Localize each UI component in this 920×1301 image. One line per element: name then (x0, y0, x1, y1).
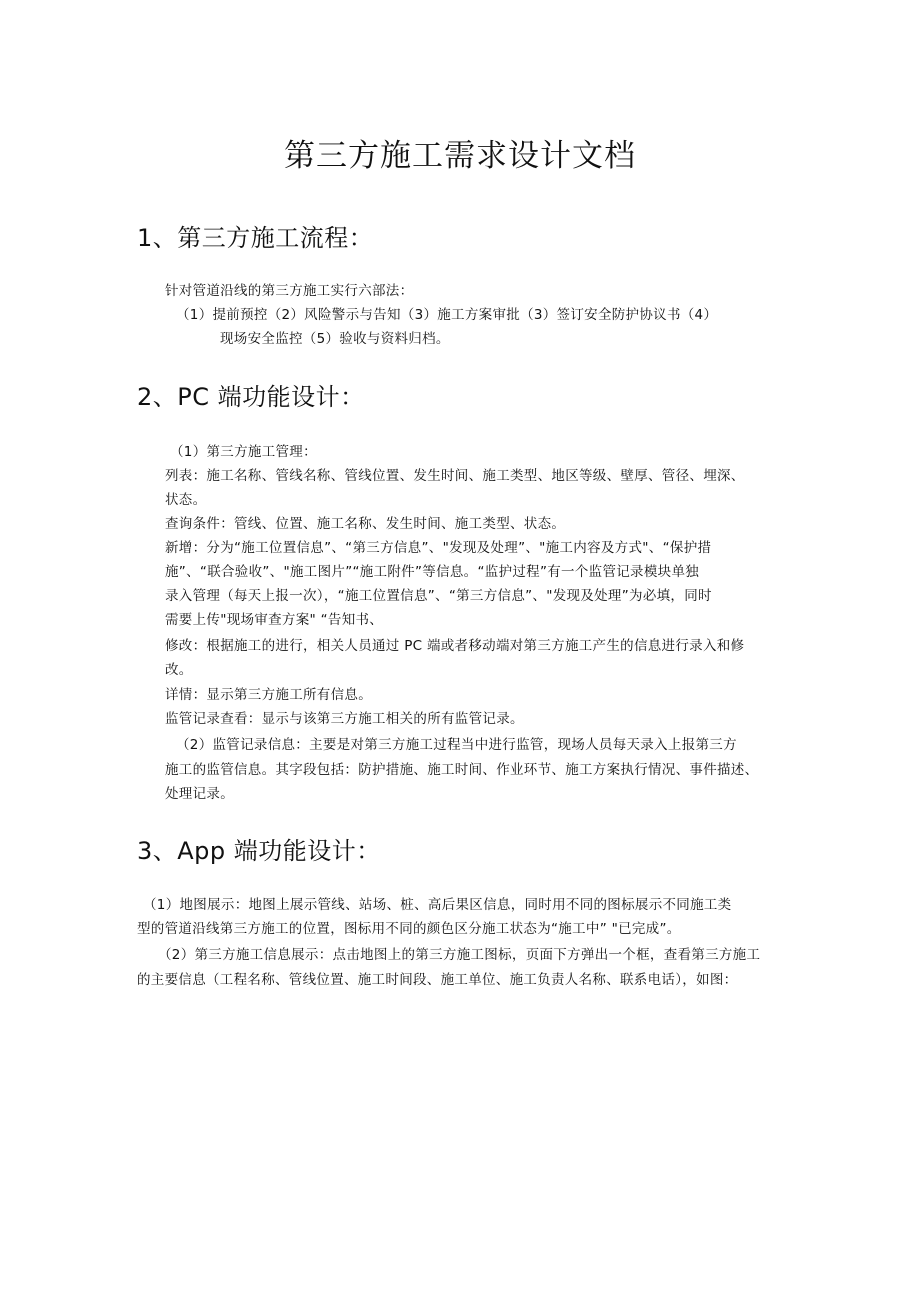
section-2-list-line-2: 状态。 (165, 492, 207, 508)
section-2-modify-line-1: 修改：根据施工的进行，相关人员通过 PC 端或者移动端对第三方施工产生的信息进行录入和修 (165, 638, 745, 654)
section-2-sub-1-heading: （1）第三方施工管理： (170, 444, 317, 460)
section-2-modify-line-2: 改。 (165, 662, 193, 678)
section-3-map-line-2: 型的管道沿线第三方施工的位置，图标用不同的颜色区分施工状态为“施工中” "已完成”。 (137, 921, 681, 937)
section-2-sub-2-line-3: 处理记录。 (165, 786, 234, 802)
section-2-sub-2-line-1: （2）监管记录信息：主要是对第三方施工过程当中进行监管，现场人员每天录入上报第三方 (176, 737, 737, 753)
section-3-info-line-2: 的主要信息（工程名称、管线位置、施工时间段、施工单位、施工负责人名称、联系电话），如图： (137, 972, 738, 988)
document-title: 第三方施工需求设计文档 (284, 138, 636, 174)
section-2-add-line-2: 施”、“联合验收”、"施工图片”“施工附件”等信息。“监护过程”有一个监管记录模块单独 (165, 564, 700, 580)
section-2-add-line-1: 新增：分为“施工位置信息”、“第三方信息”、"发现及处理”、"施工内容及方式"、“保护措 (165, 540, 712, 556)
section-1-intro: 针对管道沿线的第三方施工实行六部法： (165, 283, 414, 299)
section-2-record-view: 监管记录查看：显示与该第三方施工相关的所有监管记录。 (165, 711, 524, 727)
section-1-heading: 1、第三方施工流程： (137, 224, 374, 252)
section-3-map-line-1: （1）地图展示：地图上展示管线、站场、桩、高后果区信息，同时用不同的图标展示不同施工类 (143, 897, 732, 913)
section-2-add-line-3: 录入管理（每天上报一次），“施工位置信息”、“第三方信息”、"发现及处理”为必填，同时 (165, 588, 712, 604)
section-2-sub-2-line-2: 施工的监管信息。其字段包括：防护措施、施工时间、作业环节、施工方案执行情况、事件描述、 (165, 762, 759, 778)
section-2-detail: 详情：显示第三方施工所有信息。 (165, 687, 372, 703)
section-2-query: 查询条件：管线、位置、施工名称、发生时间、施工类型、状态。 (165, 516, 566, 532)
section-2-heading: 2、PC 端功能设计： (137, 383, 365, 411)
section-3-heading: 3、App 端功能设计： (137, 837, 381, 865)
section-1-steps-line-2: 现场安全监控（5）验收与资料归档。 (220, 331, 450, 347)
section-2-add-line-4: 需要上传"现场审查方案" “告知书、 (165, 612, 384, 628)
section-1-steps-line-1: （1）提前预控（2）风险警示与告知（3）施工方案审批（3）签订安全防护协议书（4） (176, 307, 718, 323)
section-3-info-line-1: （2）第三方施工信息展示：点击地图上的第三方施工图标，页面下方弹出一个框，查看第三方施工 (158, 947, 761, 963)
section-2-list-line-1: 列表：施工名称、管线名称、管线位置、发生时间、施工类型、地区等级、壁厚、管径、埋深、 (165, 468, 745, 484)
